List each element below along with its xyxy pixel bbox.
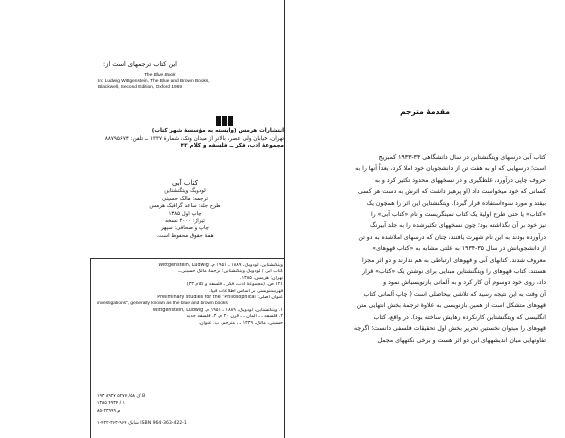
publisher-address: تهران، خیابان ولی عصر، بالاتر از میدان ونک، شمارهٔ ۱۳۳۷ ــ تلفن: ۸۸۷۹۵۶۷۴ <box>104 135 284 142</box>
book-designer: طرح جلد: ساعد گرافیک هرمس <box>149 203 221 210</box>
paragraph-line: نیز خود بر آن نگذاشته بود؛ چون نسخههای تکثیرشده را به جلد آبیرنگ <box>370 222 546 230</box>
paragraph-line: انگلیسی که ویتگنشتاین کارنکرده رهایش ساخته بود). در واقع، کتاب <box>373 313 546 321</box>
original-source: In: Ludwig Wittgenstein, The Blue and Brown Books, <box>98 79 210 85</box>
cip-line: ۱۲۱ ص. (مجموعهٔ ادب، فکر ـ فلسفه و کلام ۴۳) <box>186 282 283 288</box>
book-rights: همهٔ حقوق محفوظ است. <box>156 232 214 239</box>
paragraph-line: داد، روی خود دوسوم آن کار کرد و به آلمانی بازنویسیاش نمود و <box>383 279 546 287</box>
paragraph-line: درآورده بودند به این نام شهرت یافتند، چنان که درسهای املاشده به دو تن <box>358 233 546 241</box>
paragraph-line: است؛ درسهایی که او به هفت تن از دانشجویان خود املا کرد، بعداً آنها را به <box>355 165 546 173</box>
national-biblio-number: ۸۵-۲۳۹۹۹ م <box>97 409 121 414</box>
book-title: کتاب آبی <box>171 179 199 187</box>
paragraph-line: از دانشجویانش در سال ۳۵-۱۹۳۴ به علتی مشابه به «کتاب قهوهای» <box>372 245 546 253</box>
paragraph-line: قهوهای متشکل است از همین بازنویسی به علاوهٔ ترجمهٔ بخش انتهایی متن <box>356 302 546 310</box>
cip-line: ویتگنشتاین، لودویگ، ۱۸۸۹ ـ ۱۹۵۱ م. Wittgenstein, Ludwig <box>158 263 283 268</box>
cip-box <box>90 258 285 438</box>
cip-lines <box>97 263 283 327</box>
book-translator: ترجمه: مالک حسینی <box>162 195 208 202</box>
paragraph-line: کتاب آبی درسهای ویتگنشتاین در سال دانشگاهی ۳۴-۱۹۳۳ کمبریج <box>378 154 546 161</box>
book-info-block <box>110 180 260 240</box>
isbn-line: شابک ۹۶۴-۳۶۳-۴۲۲-۱ ISBN 964-363-422-1 <box>97 421 187 426</box>
intro-page <box>285 0 565 438</box>
dedication-line: این کتاب ترجمهای است از: <box>103 60 177 68</box>
cip-line: ۲. فلسفه ـ ـ آلمان ـ ـ قرن ۲۰ م. ۳. فلسفه جدید <box>186 314 283 320</box>
original-title-block <box>98 73 285 92</box>
book-printing: چاپ و صحافی: سپهر <box>161 225 209 232</box>
paragraph-line: هستند. کتاب قهوهای را ویتگنشتاین مبنایی برای نوشتن یک «کتاب» قرار <box>362 268 546 276</box>
book-author: لودویگ ویتگنشتاین <box>164 188 206 195</box>
original-edition: Blackwell, Second Edition, Oxford 1969 <box>98 85 182 91</box>
paragraph-line: تفاوتهایی میان اندیشههای این دو اثر هست و برخی نکتههای مجمل <box>377 336 546 344</box>
book-print-run: تیراژ: ۲۰۰۰ نسخه <box>165 218 205 225</box>
publisher-logo <box>216 116 234 126</box>
cip-line: ۱. ویتگنشتاین، لودویگ، ۱۸۸۹ ـ ۱۹۵۱ م. Wittgenstein, Ludwig <box>152 307 283 313</box>
paragraph-line: قهوهای را میتوان نخستین تحریر بخش اول تحقیقات فلسفی دانست؛ اگرچه <box>354 325 546 333</box>
paragraph-line: حروف چاپی درآورد، غلطگیری و در نسخههای محدود تکثیر کرد و به <box>374 176 546 184</box>
paragraph-line: بیفتد و مورد سوءاستفاده قرار گیرد). ویتگنشتاین این اثر را همچون یک <box>366 199 546 207</box>
cip-line: کتاب آبی / لودویگ ویتگنشتاین؛ ترجمهٔ مالک حسینی.ـ <box>178 269 283 275</box>
page-title: مقدمهٔ مترجم <box>400 107 450 116</box>
paragraph-line: کسانی که خود میخواست داد (او پرهیز داشت که اثرش به دست هر کسی <box>358 188 546 196</box>
paragraph-line: معروف شدند. کتابهای آبی و قهوهای ارتباطی به هم ندارند و دو اثر مجزا <box>362 256 546 264</box>
publisher-series: مجموعهٔ ادب، فکر ــ فلسفه و کلام ۴۳ <box>180 143 284 150</box>
book-edition: چاپ اول ۱۳۸۵ <box>168 210 202 217</box>
paragraph-line: «کتاب» یا حتی طرح اولیهٔ یک کتاب نمینگریست و نام «کتاب آبی» را <box>370 211 546 219</box>
paragraph-line: آن وقت به این نتیجه رسید که تلاشی بیحاصلی است ( چاپ آلمانی کتاب <box>363 290 546 298</box>
call-number-a: ۱۹۳ ۸۹۲۷ ک ۵۸/ ۵۲۷۷ B <box>97 394 146 399</box>
cip-line: عنوان اصلی: Preliminary studies for the "Philosophical <box>157 295 283 301</box>
intro-paragraph <box>313 152 546 346</box>
cip-line: فهرستنویسی بر اساس اطلاعات فیپا. <box>209 288 283 294</box>
cip-line: حسینی، مالک، ۱۳۴۹ ـ ، مترجم. ب. عنوان. <box>198 320 283 326</box>
original-title: The Blue Book <box>144 73 176 78</box>
publisher-block <box>98 128 284 151</box>
cip-line: تهران: هرمس، ۱۳۸۵. <box>240 275 283 281</box>
cip-line: investigations", generally known as the blue and brown books <box>97 301 228 307</box>
publisher-name: انتشارات هرمس (وابسته به مؤسسهٔ شهر کتاب) <box>151 128 284 134</box>
call-number-b: ۱۳۸۵ ۴۹۳۴ / ۱ <box>97 401 126 406</box>
